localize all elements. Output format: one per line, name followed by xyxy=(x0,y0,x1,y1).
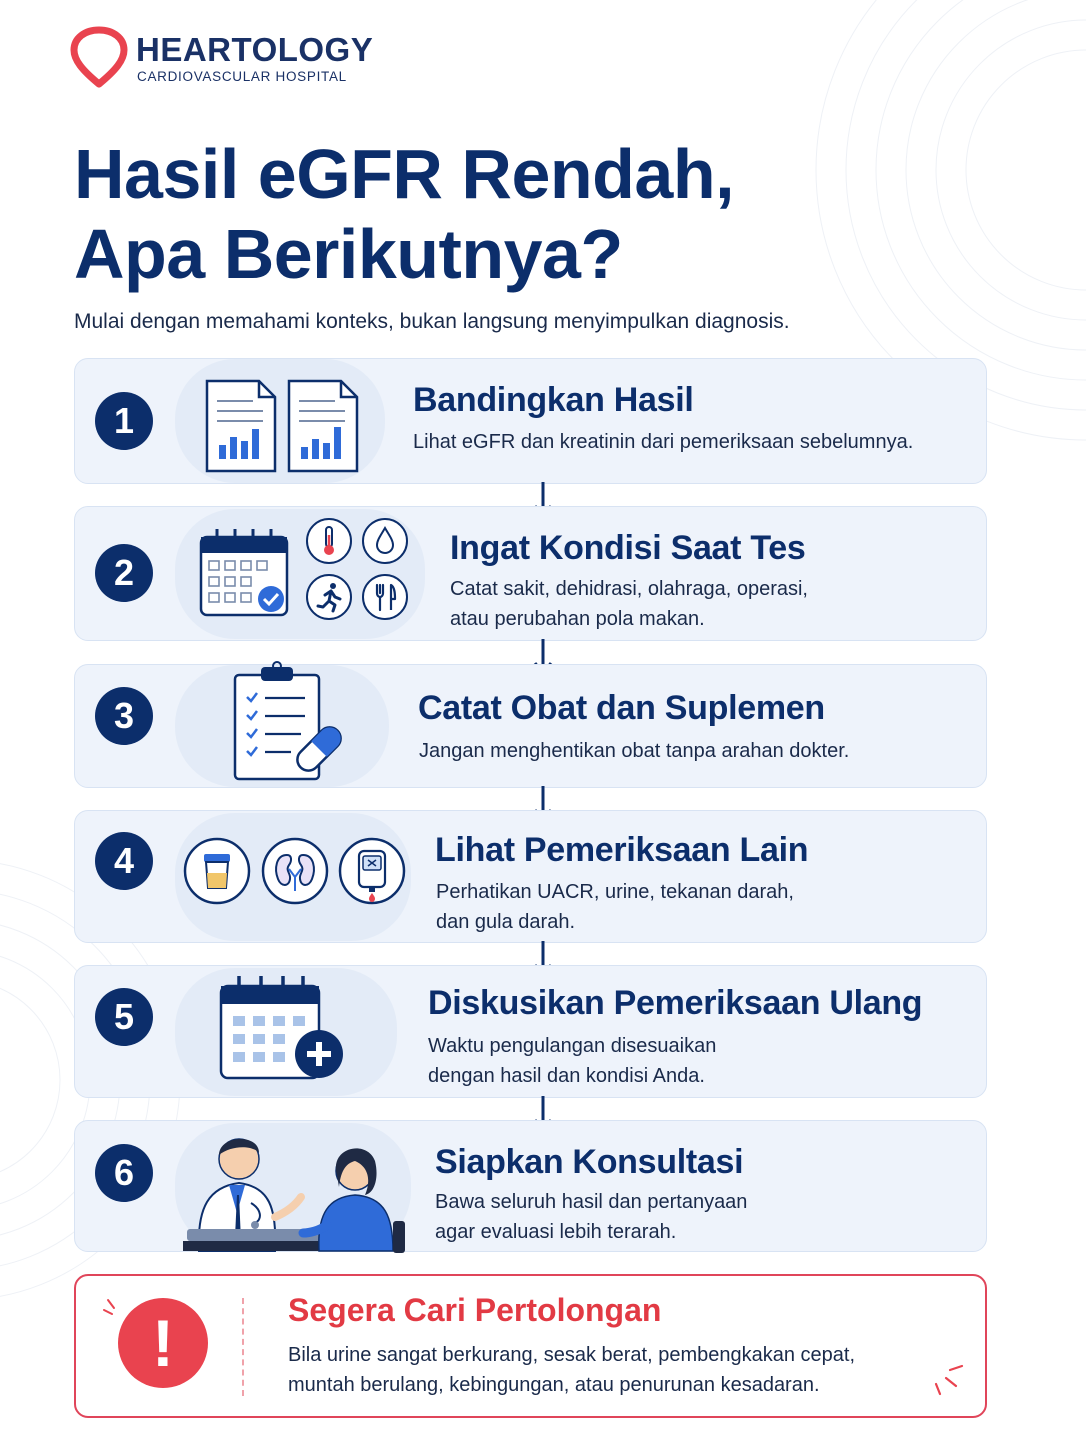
alert-spark-icon xyxy=(930,1362,966,1398)
step-description xyxy=(413,427,913,457)
water-drop-icon xyxy=(361,517,409,565)
step-description-line: Catat sakit, dehidrasi, olahraga, operasi, xyxy=(450,578,808,600)
alert-spark-icon xyxy=(100,1296,122,1318)
step-title: Diskusikan Pemeriksaan Ulang xyxy=(428,984,923,1022)
step-description xyxy=(428,1031,716,1091)
step-description-line: Jangan menghentikan obat tanpa arahan dokter. xyxy=(419,740,850,762)
step-description xyxy=(419,736,849,766)
report-document-icon xyxy=(205,379,277,473)
step-card-2 xyxy=(74,506,987,641)
alert-description-line: Bila urine sangat berkurang, sesak berat, pembengkakan cepat, xyxy=(288,1344,856,1366)
step-card-3 xyxy=(74,664,987,788)
glucometer-icon xyxy=(338,837,406,905)
kidneys-icon xyxy=(261,837,329,905)
step-number-badge: 4 xyxy=(95,832,153,890)
running-icon xyxy=(305,573,353,621)
step-card-6 xyxy=(74,1120,987,1252)
doctor-patient-consultation-icon xyxy=(179,1117,415,1253)
step-description-line: Perhatikan UACR, urine, tekanan darah, xyxy=(436,881,794,903)
step-description-line: Lihat eGFR dan kreatinin dari pemeriksaan sebelumnya. xyxy=(413,431,914,453)
exclamation-icon: ! xyxy=(118,1298,208,1388)
step-description xyxy=(450,574,808,634)
page-title xyxy=(74,134,1034,294)
step-description-line: dengan hasil dan kondisi Anda. xyxy=(428,1065,705,1087)
step-number-badge: 6 xyxy=(95,1144,153,1202)
alert-description-line: muntah berulang, kebingungan, atau penurunan kesadaran. xyxy=(288,1374,820,1396)
step-description xyxy=(436,877,794,937)
step-card-4 xyxy=(74,810,987,943)
step-title: Ingat Kondisi Saat Tes xyxy=(450,529,806,567)
step-title: Lihat Pemeriksaan Lain xyxy=(435,831,809,869)
step-card-1 xyxy=(74,358,987,484)
fork-knife-icon xyxy=(361,573,409,621)
step-number-badge: 1 xyxy=(95,392,153,450)
step-number-badge: 2 xyxy=(95,544,153,602)
step-description-line: dan gula darah. xyxy=(436,911,576,933)
alert-title: Segera Cari Pertolongan xyxy=(288,1292,662,1328)
step-title: Catat Obat dan Suplemen xyxy=(418,689,825,727)
page-subtitle: Mulai dengan memahami konteks, bukan langsung menyimpulkan diagnosis. xyxy=(74,310,790,333)
report-document-icon xyxy=(287,379,359,473)
step-description-line: Bawa seluruh hasil dan pertanyaan xyxy=(435,1191,748,1213)
step-description xyxy=(435,1187,747,1247)
step-number-badge: 3 xyxy=(95,687,153,745)
calendar-check-icon xyxy=(199,527,291,619)
brand-name: HEARTOLOGY xyxy=(136,31,374,68)
clipboard-checklist-icon xyxy=(231,661,351,783)
heart-logo-icon xyxy=(70,26,128,90)
page-title-line-2: Apa Berikutnya? xyxy=(74,215,623,293)
thermometer-icon xyxy=(305,517,353,565)
step-description-line: atau perubahan pola makan. xyxy=(450,608,705,630)
brand-logo xyxy=(70,26,374,90)
calendar-plus-icon xyxy=(217,972,349,1084)
step-title: Siapkan Konsultasi xyxy=(435,1143,744,1181)
step-description-line: agar evaluasi lebih terarah. xyxy=(435,1221,677,1243)
urine-cup-icon xyxy=(183,837,251,905)
alert-description xyxy=(288,1340,855,1400)
page-title-line-1: Hasil eGFR Rendah, xyxy=(74,135,735,213)
step-description-line: Waktu pengulangan disesuaikan xyxy=(428,1035,717,1057)
alert-divider xyxy=(242,1298,244,1396)
step-title: Bandingkan Hasil xyxy=(413,381,694,419)
step-number-badge: 5 xyxy=(95,988,153,1046)
brand-tagline: CARDIOVASCULAR HOSPITAL xyxy=(137,69,347,84)
step-card-5 xyxy=(74,965,987,1098)
